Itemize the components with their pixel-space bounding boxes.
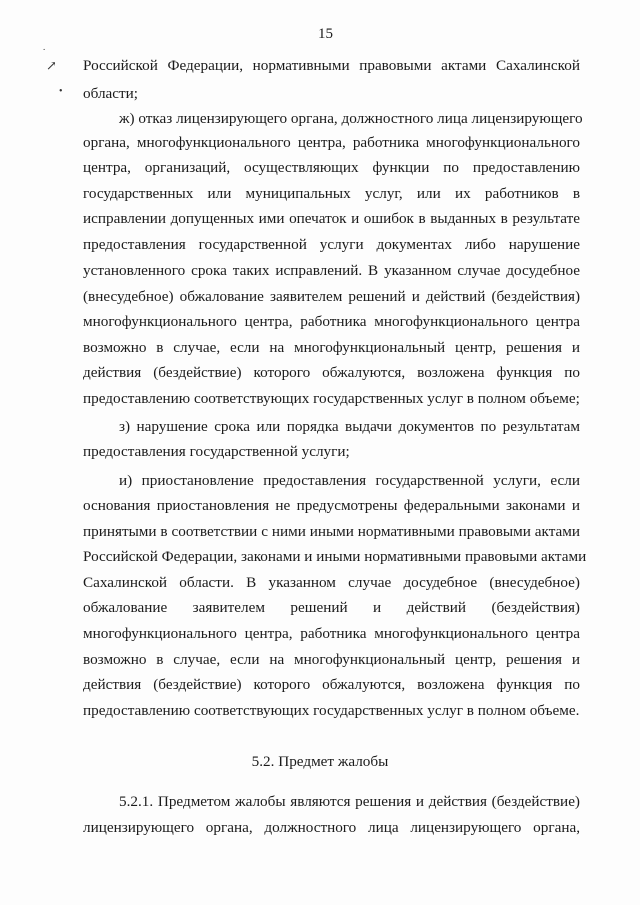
margin-mark: • <box>59 86 63 97</box>
text-line: области; <box>83 85 138 102</box>
text-line: з) нарушение срока или порядка выдачи документов по результатам <box>119 418 580 435</box>
text-line: предоставления государственной услуги документах либо нарушение <box>83 236 580 253</box>
margin-mark: . <box>43 42 46 52</box>
text-line: (внесудебное) обжалование заявителем решений и действий (бездействия) <box>83 288 580 305</box>
text-line: Российской Федерации, нормативными правовыми актами Сахалинской <box>83 57 580 74</box>
text-line: центра, организаций, осуществляющих функции по предоставлению <box>83 159 580 176</box>
text-line: принятыми в соответствии с ними иными нормативными правовыми актами <box>83 523 580 540</box>
text-line: многофункционального центра, работника многофункционального центра <box>83 625 580 642</box>
text-line: действия (бездействие) которого обжалуются, возложена функция по <box>83 364 580 381</box>
text-line: исправлении допущенных ими опечаток и ошибок в выданных в результате <box>83 210 580 227</box>
text-line: действия (бездействие) которого обжалуются, возложена функция по <box>83 676 580 693</box>
text-line: возможно в случае, если на многофункциональный центр, решения и <box>83 651 580 668</box>
text-line: установленного срока таких исправлений. В указанном случае досудебное <box>83 262 580 279</box>
text-line: предоставления государственной услуги; <box>83 443 350 460</box>
text-line: Сахалинской области. В указанном случае досудебное (внесудебное) <box>83 574 580 591</box>
text-line: лицензирующего органа, должностного лица лицензирующего органа, <box>83 819 580 836</box>
text-line: ж) отказ лицензирующего органа, должностного лица лицензирующего <box>119 110 583 127</box>
text-line: обжалование заявителем решений и действий (бездействия) <box>83 599 580 616</box>
text-line: возможно в случае, если на многофункциональный центр, решения и <box>83 339 580 356</box>
text-line: предоставлению соответствующих государственных услуг в полном объеме. <box>83 702 580 719</box>
section-heading: 5.2. Предмет жалобы <box>251 753 389 770</box>
text-line: основания приостановления не предусмотрены федеральными законами и <box>83 497 580 514</box>
text-line: и) приостановление предоставления государственной услуги, если <box>119 472 580 489</box>
text-line: многофункционального центра, работника многофункционального центра <box>83 313 580 330</box>
text-line: предоставлению соответствующих государственных услуг в полном объеме; <box>83 390 580 407</box>
text-line: органа, многофункционального центра, работника многофункционального <box>83 134 580 151</box>
text-line: 5.2.1. Предметом жалобы являются решения и действия (бездействие) <box>119 793 580 810</box>
text-line: Российской Федерации, законами и иными нормативными правовыми актами <box>83 548 587 565</box>
text-line: государственных или муниципальных услуг, или их работников в <box>83 185 580 202</box>
margin-mark: ↗ <box>46 58 57 73</box>
page-number: 15 <box>318 26 333 42</box>
